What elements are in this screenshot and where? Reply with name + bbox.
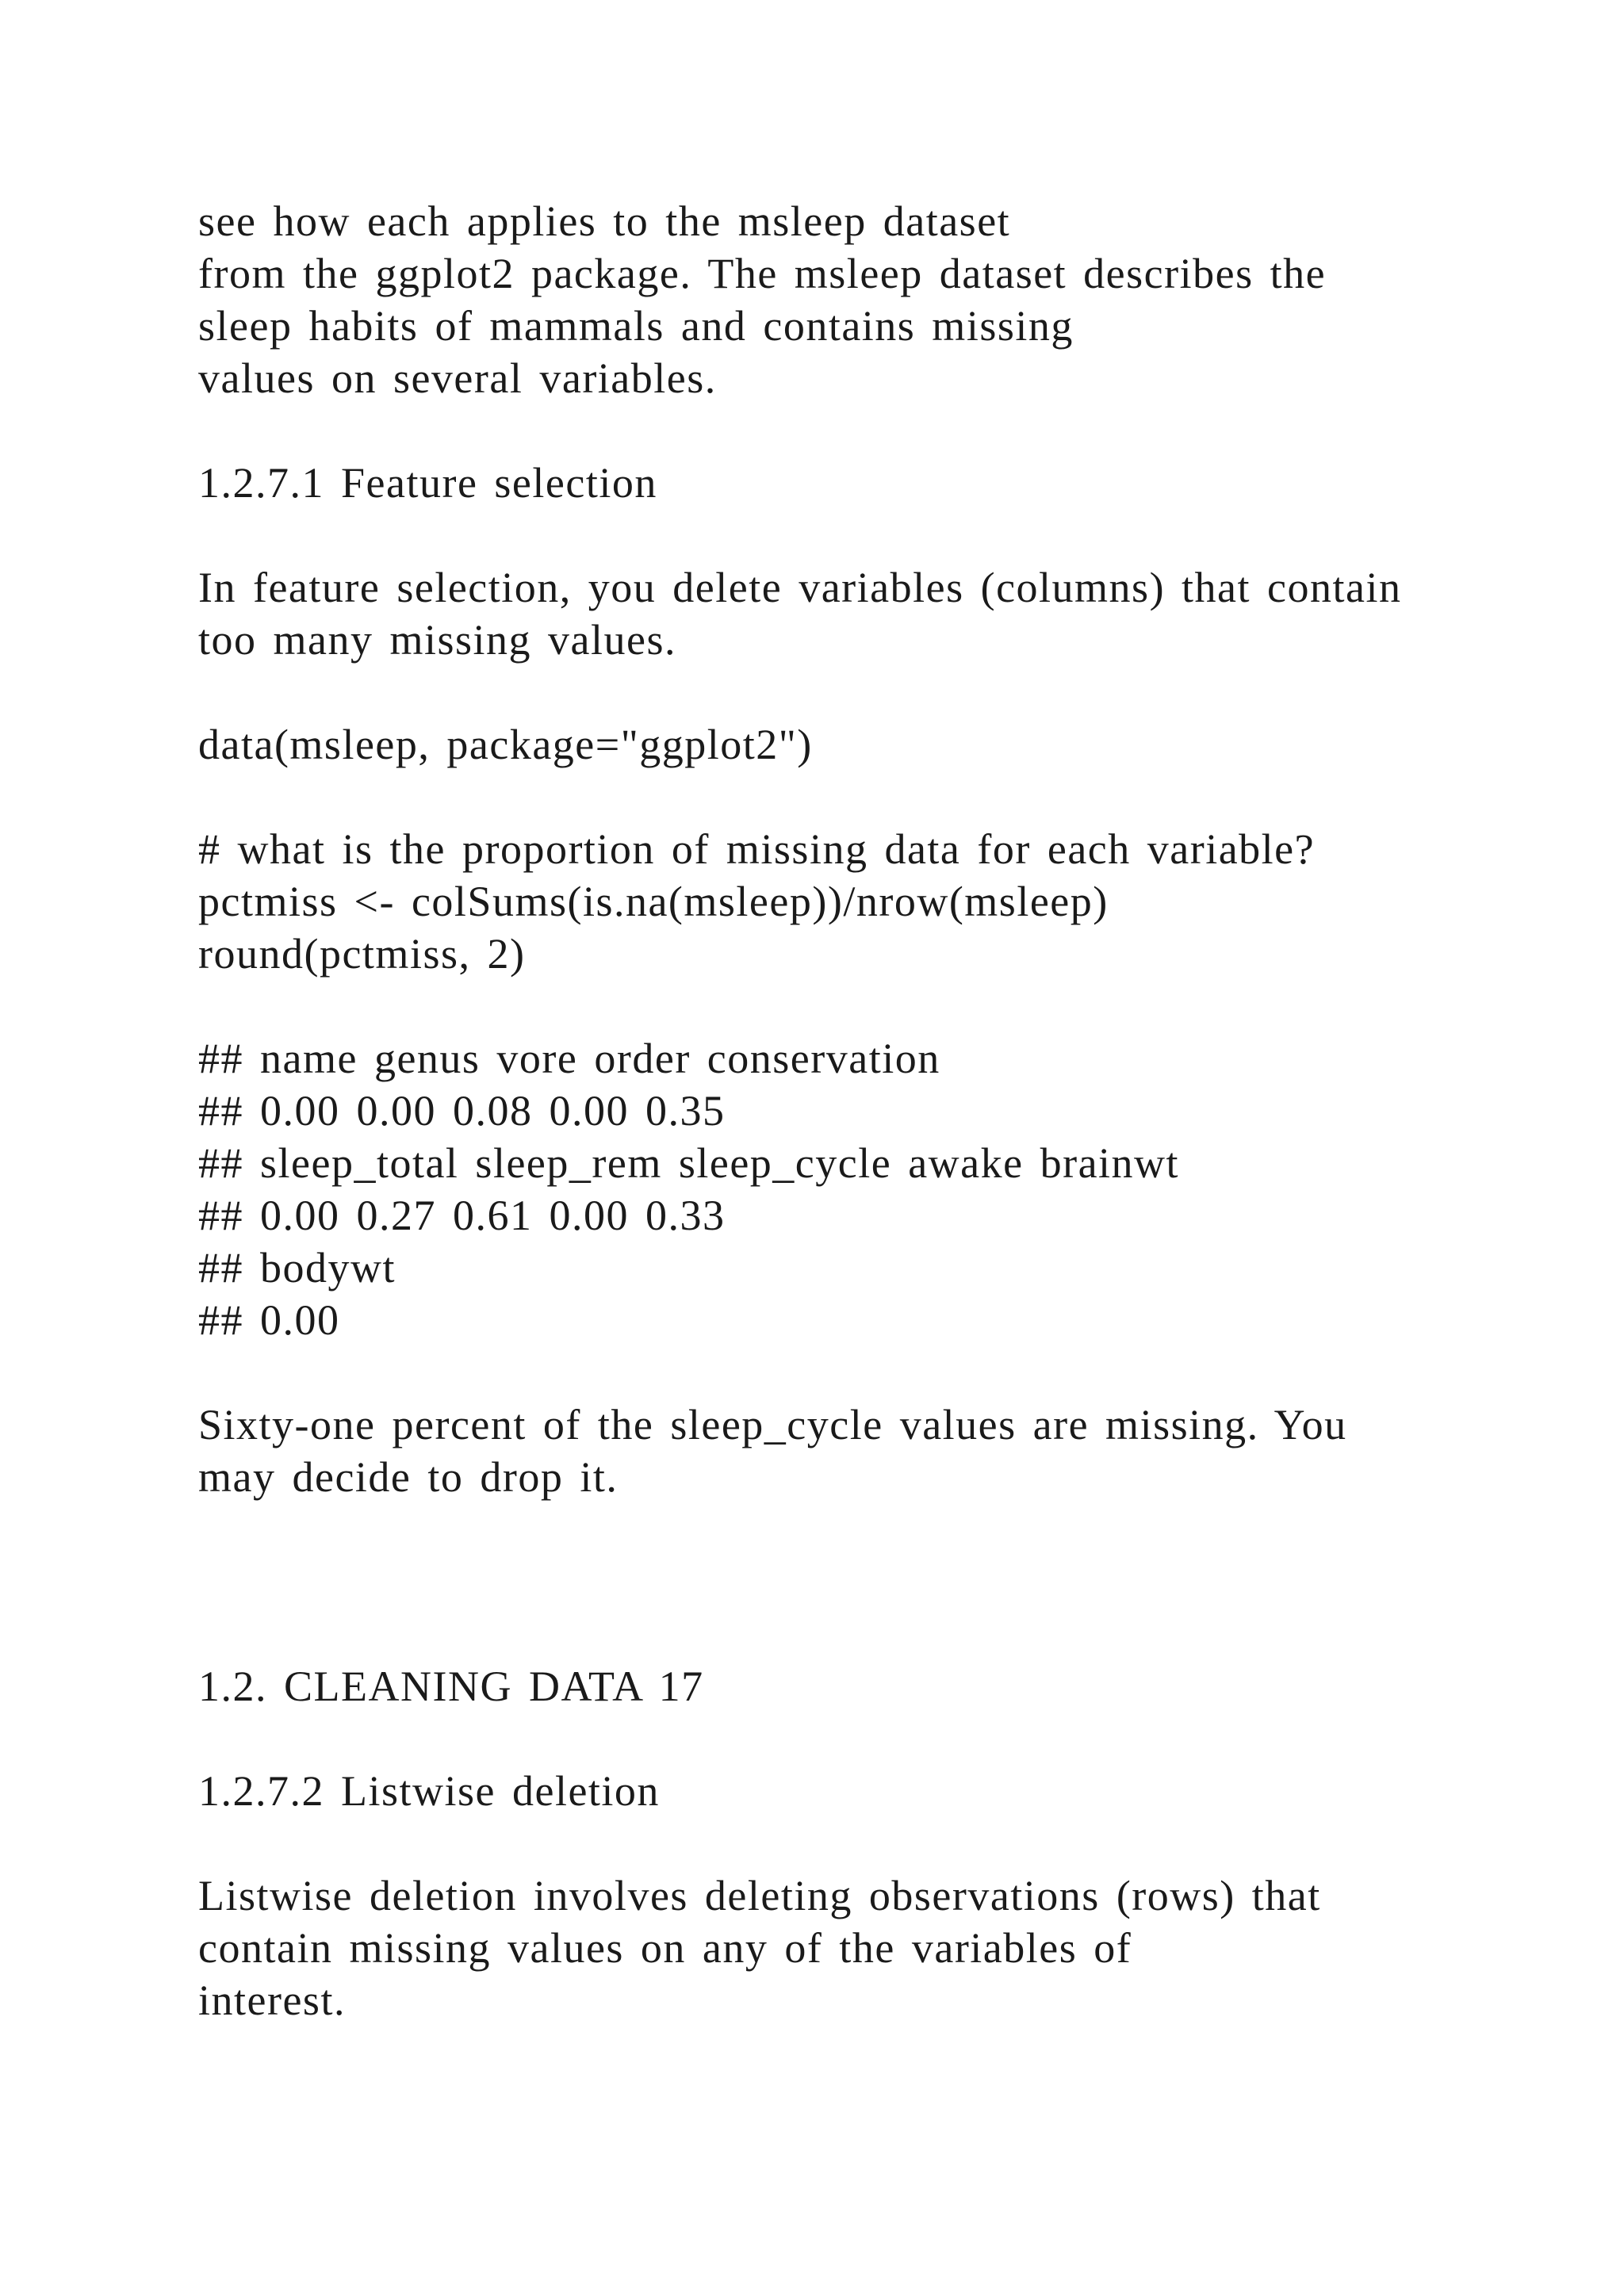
listwise-paragraph-line-3: interest. bbox=[198, 1976, 346, 2024]
conclusion-line-1: Sixty-one percent of the sleep_cycle values are missing. You bbox=[198, 1401, 1347, 1448]
intro-line-4: values on several variables. bbox=[198, 354, 717, 402]
intro-line-3: sleep habits of mammals and contains missing bbox=[198, 302, 1074, 350]
feature-paragraph-line-1: In feature selection, you delete variables (columns) that contain bbox=[198, 564, 1402, 611]
running-header: 1.2. CLEANING DATA 17 bbox=[198, 1663, 704, 1710]
listwise-paragraph-line-1: Listwise deletion involves deleting observations (rows) that bbox=[198, 1872, 1321, 1919]
code-data-line: data(msleep, package="ggplot2") bbox=[198, 721, 813, 768]
conclusion-line-2: may decide to drop it. bbox=[198, 1453, 619, 1501]
output-line-3: ## sleep_total sleep_rem sleep_cycle awake brainwt bbox=[198, 1139, 1180, 1187]
output-line-5: ## bodywt bbox=[198, 1244, 396, 1292]
code-line-3: round(pctmiss, 2) bbox=[198, 930, 526, 978]
output-line-2: ## 0.00 0.00 0.08 0.00 0.35 bbox=[198, 1087, 726, 1135]
feature-paragraph-line-2: too many missing values. bbox=[198, 616, 676, 664]
listwise-paragraph-line-2: contain missing values on any of the variables of bbox=[198, 1924, 1132, 1972]
output-line-1: ## name genus vore order conservation bbox=[198, 1035, 940, 1082]
code-line-2: pctmiss <- colSums(is.na(msleep))/nrow(msleep) bbox=[198, 878, 1109, 925]
intro-line-1: see how each applies to the msleep dataset bbox=[198, 197, 1011, 245]
section-heading-feature-selection: 1.2.7.1 Feature selection bbox=[198, 459, 657, 507]
code-line-1: # what is the proportion of missing data for each variable? bbox=[198, 825, 1316, 873]
output-line-6: ## 0.00 bbox=[198, 1296, 340, 1344]
section-heading-listwise-deletion: 1.2.7.2 Listwise deletion bbox=[198, 1767, 660, 1815]
intro-line-2: from the ggplot2 package. The msleep dataset describes the bbox=[198, 250, 1327, 297]
output-line-4: ## 0.00 0.27 0.61 0.00 0.33 bbox=[198, 1192, 726, 1239]
